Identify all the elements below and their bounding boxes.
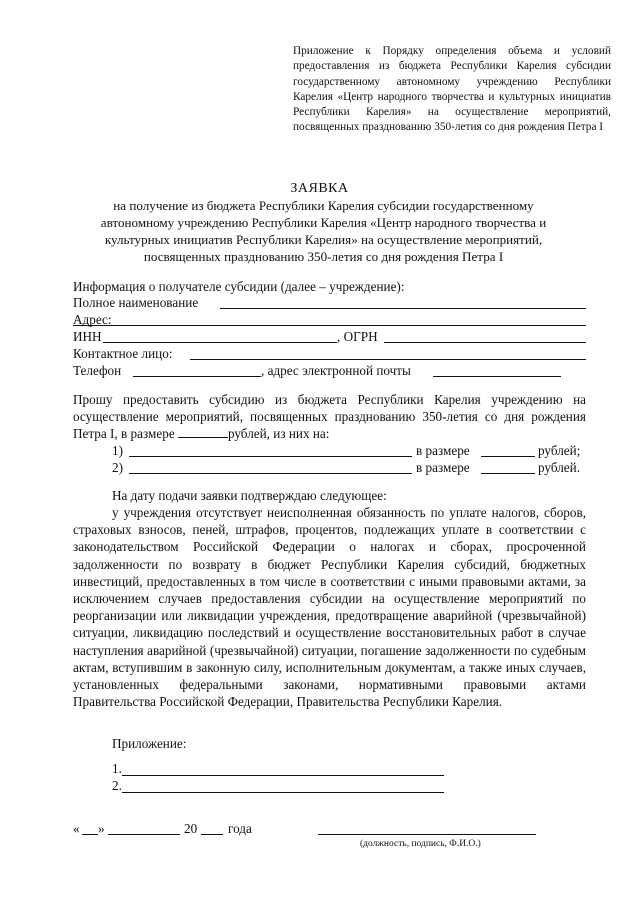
date-day-field[interactable] xyxy=(82,834,98,835)
item2-rubles: рублей. xyxy=(538,460,581,475)
address-label: Адрес: xyxy=(73,312,112,327)
signature-field[interactable] xyxy=(318,834,536,835)
request-text xyxy=(73,391,586,443)
request-rubles-suffix: рублей, из них на: xyxy=(227,426,330,442)
attachment-2-number: 2. xyxy=(112,778,122,793)
item1-amount-field[interactable] xyxy=(481,456,535,457)
item1-purpose-field[interactable] xyxy=(129,456,412,457)
request-main-text: Прошу предоставить субсидию из бюджета Республики Карелия учреждению на осуществление мероприятий, посвященных празднованию 350-летия со дня рождения Петра I, в размере xyxy=(73,392,586,442)
date-month-field[interactable] xyxy=(108,834,180,835)
item1-amount-label: в размере xyxy=(416,443,470,458)
date-year-suffix: года xyxy=(228,821,252,836)
contact-label: Контактное лицо: xyxy=(73,346,173,361)
date-quote-close: » xyxy=(98,821,105,836)
contact-field[interactable] xyxy=(190,359,586,360)
attachment-2-field[interactable] xyxy=(122,792,444,793)
email-label: , адрес электронной почты xyxy=(261,363,411,378)
signature-caption: (должность, подпись, Ф.И.О.) xyxy=(360,839,481,849)
date-year-field[interactable] xyxy=(201,834,223,835)
date-quote-open: « xyxy=(73,821,80,836)
ogrn-field[interactable] xyxy=(384,342,586,343)
inn-label: ИНН xyxy=(73,329,102,344)
address-field[interactable] xyxy=(120,325,586,326)
date-year-prefix: 20 xyxy=(184,821,198,836)
item1-rubles: рублей; xyxy=(538,443,581,458)
recipient-heading: Информация о получателе субсидии (далее – учреждение): xyxy=(73,279,405,294)
email-field[interactable] xyxy=(433,376,561,377)
attachments-label: Приложение: xyxy=(112,736,187,751)
ogrn-label: , ОГРН xyxy=(337,329,378,344)
confirmation-intro: На дату подачи заявки подтверждаю следующее: xyxy=(112,488,387,503)
inn-field[interactable] xyxy=(103,342,337,343)
full-name-label: Полное наименование xyxy=(73,295,199,310)
confirmation-text: у учреждения отсутствует неисполненная обязанность по уплате налогов, сборов, страховых взносов, пеней, штрафов, процентов, подлежащих уплате в соответствии с законодательством Российской Федерации о налогах и сборах, просроченной задолженности по возврату в бюджет Республики Карелия субсидий, бюджетных инвестиций, предоставленных в том числе в соответствии с иными правовыми актами, за исключением случаев предоставления субсидии на осуществление мероприятий по реорганизации или ликвидации учреждения, предотвращение аварийной (чрезвычайной) ситуации, ликвидацию последствий и осуществление восстановительных работ в случае наступления аварийной (чрезвычайной) ситуации, погашение задолженности по судебным актам, вступившим в законную силу, исполнительным документам, а также иных случаев, установленных федеральными законами, нормативными правовыми актами Правительства Российской Федерации, Правительства Республики Карелия. xyxy=(73,505,586,710)
item2-number: 2) xyxy=(112,460,123,475)
total-amount-field[interactable] xyxy=(178,426,228,438)
item2-purpose-field[interactable] xyxy=(129,473,412,474)
attachment-1-field[interactable] xyxy=(122,775,444,776)
document-subtitle: на получение из бюджета Республики Карелия субсидии государственному автономному учреждению Республики Карелия «Центр народного творчества и культурных инициатив Республики Карелия» на осуществление мероприятий, посвященных празднованию 350-летия со дня рождения Петра I xyxy=(100,198,547,264)
item2-amount-label: в размере xyxy=(416,460,470,475)
attachment-1-number: 1. xyxy=(112,761,122,776)
item2-amount-field[interactable] xyxy=(481,473,535,474)
item1-number: 1) xyxy=(112,443,123,458)
phone-field[interactable] xyxy=(133,376,261,377)
appendix-note: Приложение к Порядку определения объема и условий предоставления из бюджета Республики Карелия субсидии государственному автономному учреждению Республики Карелия «Центр народного творчества и культурных инициатив Республики Карелия» на осуществление мероприятий, посвященных празднованию 350-летия со дня рождения Петра I xyxy=(293,45,611,134)
document-title: ЗАЯВКА xyxy=(290,181,349,196)
full-name-field[interactable] xyxy=(220,308,586,309)
phone-label: Телефон xyxy=(73,363,122,378)
